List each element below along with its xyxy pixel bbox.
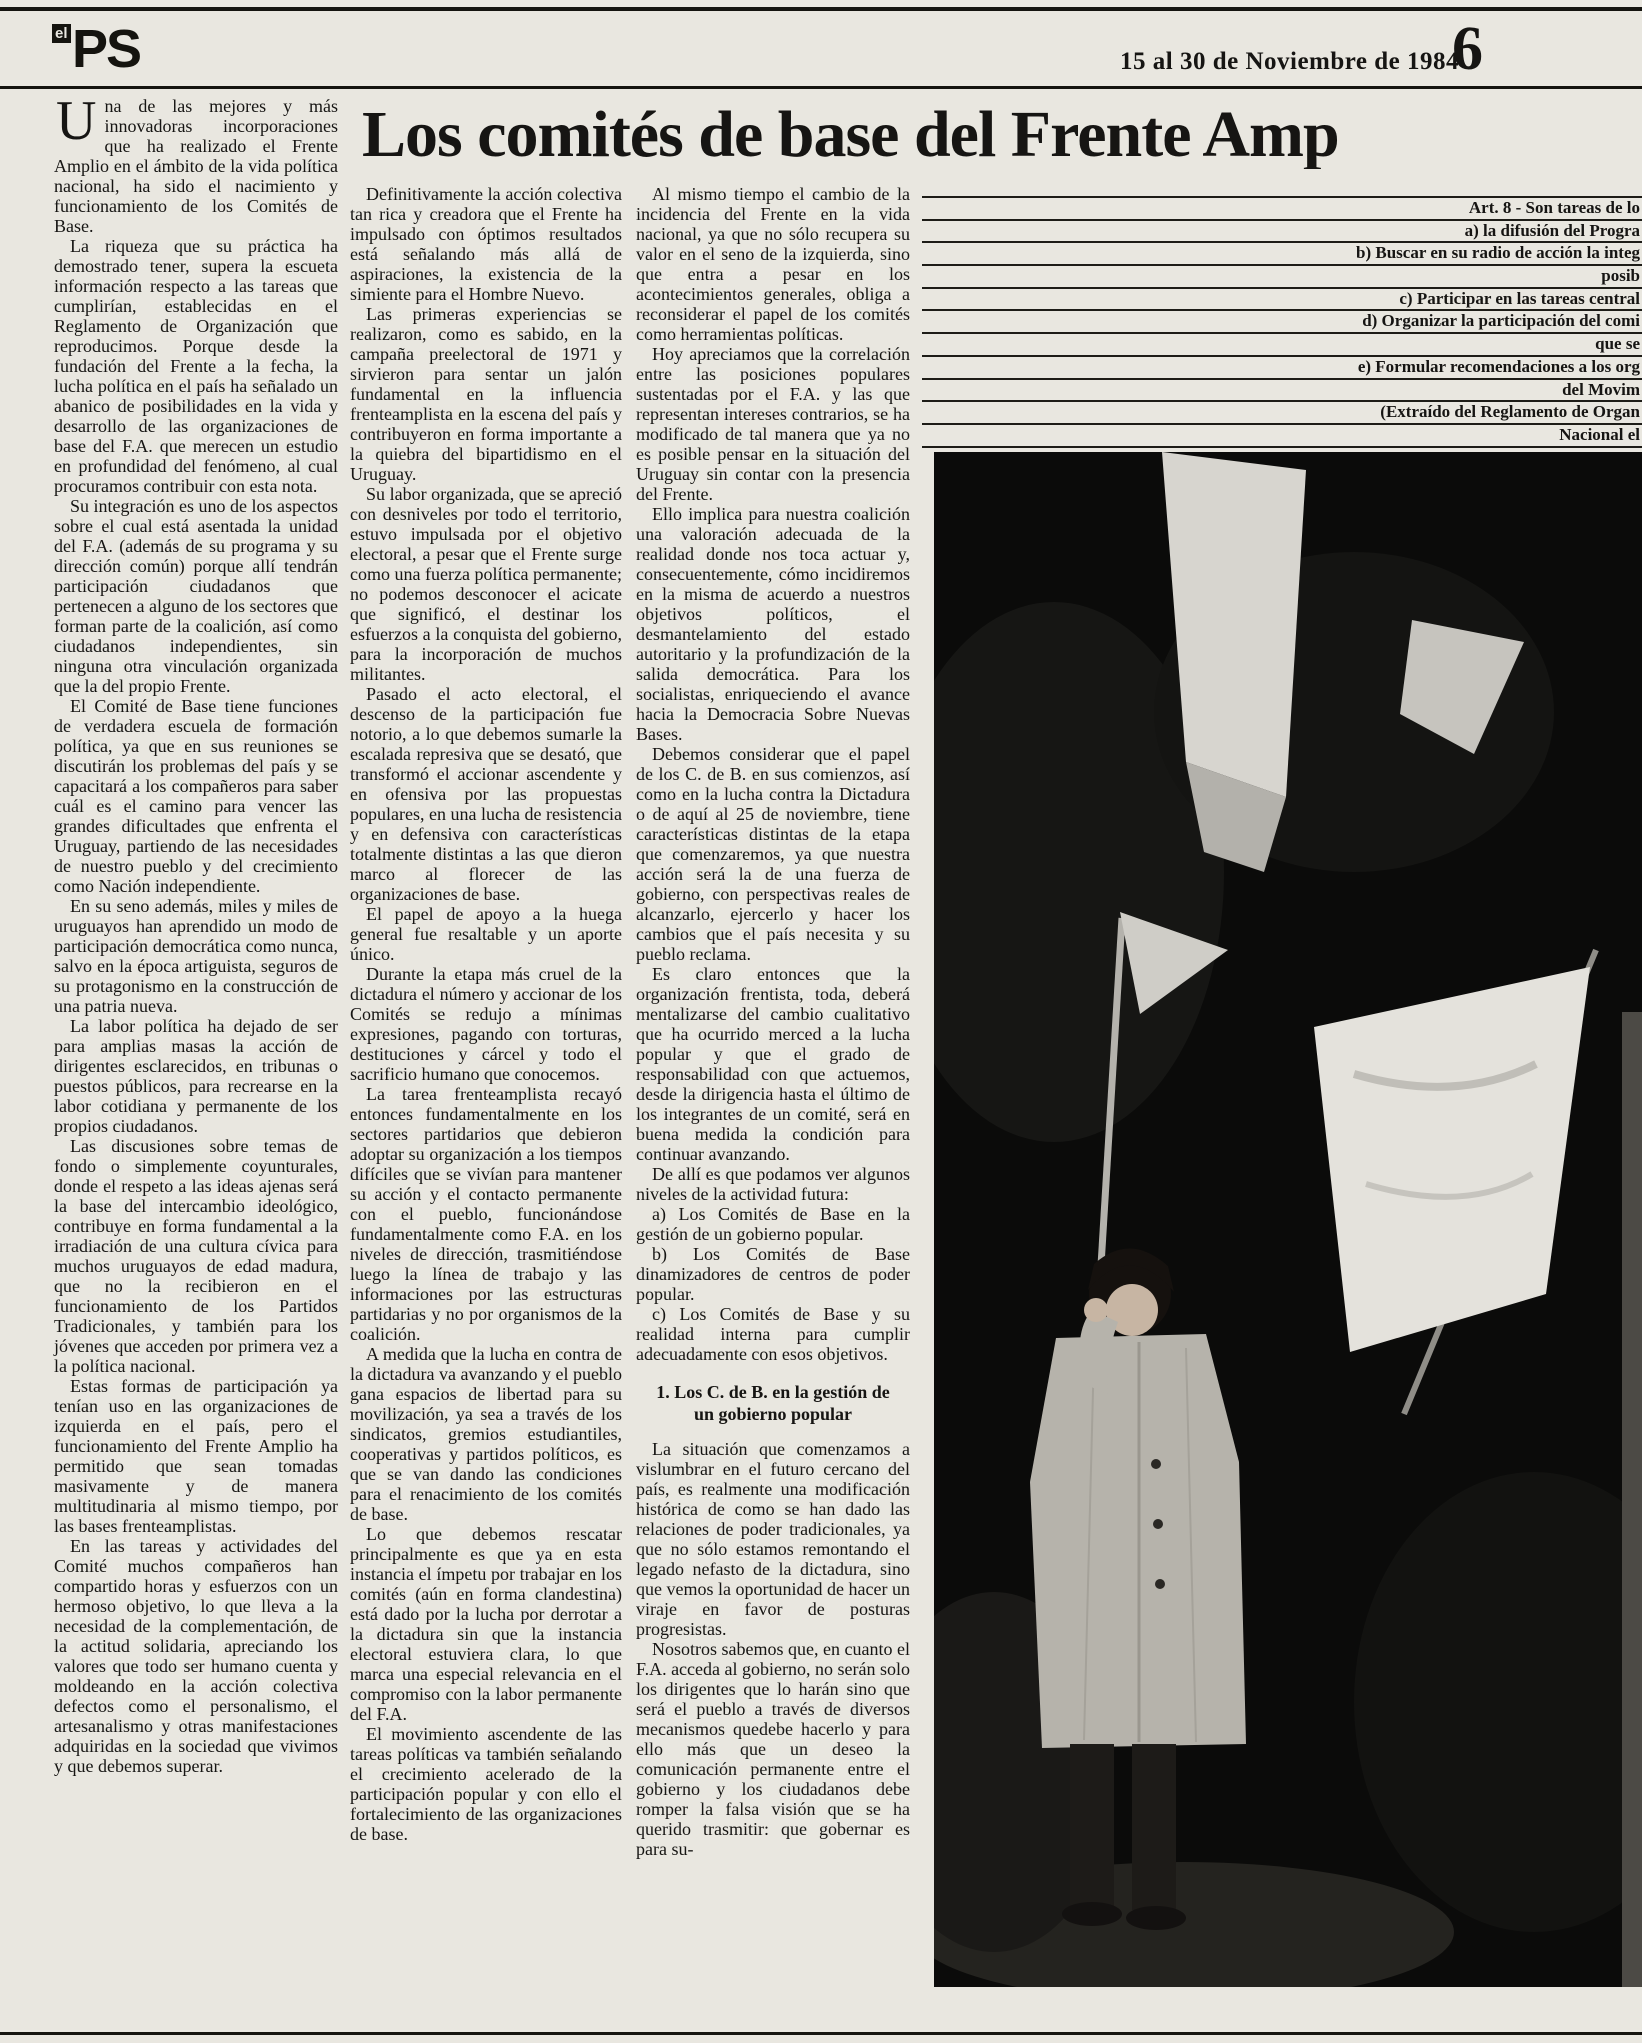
paragraph: a) Los Comités de Base en la gestión de un gobierno popular.: [636, 1204, 910, 1244]
lead-paragraph: [54, 90, 338, 236]
logo-ps-text: PS: [72, 19, 141, 79]
paragraph: La tarea frenteamplista recayó entonces fundamentalmente en los sectores partidarios que debieron adoptar su organización a los tiempos difíciles que se vivían para mantener su acción y el contacto permanente con el pueblo, funcionándose fundamentalmente como F.A. en los niveles de dirección, trasmitiéndose luego la línea de trabajo y las informaciones por las estructuras partidarias y no por organismos de la coalición.: [350, 1084, 622, 1344]
top-rule: [0, 7, 1642, 11]
news-photo: [934, 452, 1642, 1987]
paragraph: Estas formas de participación ya tenían uso en las organizaciones de izquierda en el país, pero el funcionamiento del Frente Amplio ha permitido que sean tomadas masivamente y de manera multitudinaria al mismo tiempo, por las bases frenteamplistas.: [54, 1376, 338, 1536]
reglamento-line: que se: [922, 332, 1642, 355]
paragraph: Al mismo tiempo el cambio de la incidencia del Frente en la vida nacional, ya que no sólo recupera su valor en el seno de la izquierda, sino que entra a pesar en los acontecimientos generales, obliga a reconsiderar el papel de los comités como herramientas políticas.: [636, 184, 910, 344]
reglamento-line: e) Formular recomendaciones a los org: [922, 355, 1642, 378]
masthead-rule: [0, 86, 1642, 89]
article-column-1: [54, 90, 338, 1986]
paragraph: c) Los Comités de Base y su realidad interna para cumplir adecuadamente con esos objetivos.: [636, 1304, 910, 1364]
paragraph: En su seno además, miles y miles de uruguayos han aprendido un modo de participación democrática como nunca, salvo en la época artiguista, seguros de su protagonismo en la construcción de una patria nueva.: [54, 896, 338, 1016]
reglamento-line: b) Buscar en su radio de acción la integ: [922, 241, 1642, 264]
paragraph: Nosotros sabemos que, en cuanto el F.A. acceda al gobierno, no serán solo los dirigentes que lo harán sino que será el pueblo a través de diversos mecanismos quedebe hacerlo y para ello más que un deseo la comunicación permanente entre el gobierno y los ciudadanos debe romper la falsa visión que se ha querido trasmitir: que gobernar es para su-: [636, 1639, 910, 1860]
paragraph: Debemos considerar que el papel de los C. de B. en sus comienzos, así como en la lucha contra la Dictadura o de aquí al 25 de noviembre, tiene características distintas de la etapa que comenzaremos, ya que nuestra acción será la de una fuerza de gobierno, con perspectivas reales de alcanzarlo, ejercerlo y hacer los cambios que el país necesita y su pueblo reclama.: [636, 744, 910, 964]
paragraph: La situación que comenzamos a vislumbrar en el futuro cercano del país, es realmente una modificación histórica de como se han dado las relaciones de poder tradicionales, ya que no sólo estamos remontando el legado nefasto de la dictadura, sino que vemos la oportunidad de hacer un viraje en favor de posturas progresistas.: [636, 1439, 910, 1640]
paragraph: El movimiento ascendente de las tareas políticas va también señalando el crecimiento acelerado de la participación popular y con ello el fortalecimiento de las organizaciones de base.: [350, 1724, 622, 1844]
paragraph: Pasado el acto electoral, el descenso de la participación fue notorio, a lo que debemos sumarle la escalada represiva que se desató, que transformó el accionar ascendente y en ofensiva por las propuestas populares, en una lucha de resistencia y en defensiva con características totalmente distintas a las que dieron marco al florecer de las organizaciones de base.: [350, 684, 622, 904]
reglamento-line: Nacional el: [922, 423, 1642, 448]
reglamento-line: Art. 8 - Son tareas de lo: [922, 196, 1642, 219]
paragraph: La riqueza que su práctica ha demostrado tener, supera la escueta información respecto a las tareas que cumplirían, establecidas en el Reglamento de Organización que reproducimos. Porque desde la fundación del Frente a la fecha, la lucha política en el país ha señalado un abanico de posibilidades en la vida y desarrollo de las organizaciones de base del F.A. que merecen un estudio en profundidad del fenómeno, al cual procuramos contribuir con esta nota.: [54, 236, 338, 496]
reglamento-line: posib: [922, 264, 1642, 287]
paragraph: Las discusiones sobre temas de fondo o simplemente coyunturales, donde el respeto a las ideas ajenas será la base del intercambio ideológico, contribuye en forma fundamental a la irradiación de una cultura cívica para muchos uruguayos de edad madura, que no la recibieron en el funcionamiento de los Partidos Tradicionales, y también para los jóvenes que acceden por primera vez a la política nacional.: [54, 1136, 338, 1376]
reglamento-line: (Extraído del Reglamento de Organ: [922, 400, 1642, 423]
reglamento-excerpt: [922, 196, 1642, 448]
issue-date: 15 al 30 de Noviembre de 1984: [1120, 48, 1460, 75]
paragraph: Las primeras experiencias se realizaron, como es sabido, en la campaña preelectoral de 1971 y sirvieron para sentar un jalón fundamental en la influencia frenteamplista en la escena del país y contribuyeron en forma importante a la quiebra del bipartidismo en el Uruguay.: [350, 304, 622, 484]
paragraph: Es claro entonces que la organización frentista, toda, deberá mentalizarse del cambio cualitativo que ha ocurrido merced a la lucha popular y que el grado de responsabilidad con que actuemos, desde la dirigencia hasta el último de los integrantes de un comité, será en buena medida la condición para continuar avanzando.: [636, 964, 910, 1164]
drop-cap: U: [56, 90, 97, 152]
paragraph: El papel de apoyo a la huega general fue resaltable y un aporte único.: [350, 904, 622, 964]
paragraph: Durante la etapa más cruel de la dictadura el número y accionar de los Comités se redujo a mínimas expresiones, pagando con torturas, destituciones y cárcel y todo el sacrificio humano que conocemos.: [350, 964, 622, 1084]
paragraph: Hoy apreciamos que la correlación entre las posiciones populares sustentadas por el F.A. y las que representan intereses contrarios, se ha modificado de tal manera que ya no es posible pensar en la situación del Uruguay sin contar con la presencia del Frente.: [636, 344, 910, 504]
paragraph: Definitivamente la acción colectiva tan rica y creadora que el Frente ha impulsado con óptimos resultados está señalando más allá de aspiraciones, la existencia de la simiente para el Hombre Nuevo.: [350, 184, 622, 304]
column-1-paragraphs: [54, 236, 338, 1776]
paragraph: Lo que debemos rescatar principalmente es que ya en esta instancia el ímpetu por trabajar en los comités (aún en forma clandestina) está dado por la lucha por derrotar a la dictadura sin que la instancia electoral estuviera clara, lo que marca una especial relevancia en el compromiso con la labor permanente del F.A.: [350, 1524, 622, 1724]
bottom-rule: [0, 2032, 1642, 2035]
reglamento-line: del Movim: [922, 378, 1642, 401]
article-column-2: [350, 184, 622, 1984]
column-2-paragraphs: [350, 184, 622, 1844]
article-column-3: [636, 184, 910, 1984]
article-headline: Los comités de base del Frente Amp: [362, 100, 1339, 170]
reglamento-line: a) la difusión del Progra: [922, 219, 1642, 242]
paragraph: De allí es que podamos ver algunos niveles de la actividad futura:: [636, 1164, 910, 1204]
photo-edge-strip: [1622, 1012, 1642, 1987]
page-number: 6: [1452, 15, 1483, 83]
lead-paragraph-text: na de las mejores y más innovadoras incorporaciones que ha realizado el Frente Amplio en el ámbito de la vida política nacional, ha sido el nacimiento y funcionamiento de los Comités de Base.: [54, 96, 338, 236]
paragraph: El Comité de Base tiene funciones de verdadera escuela de formación política, ya que en sus reuniones se discutirán los problemas del país y se capacitará a los compañeros para saber cuál es el camino para vencer las grandes dificultades que enfrenta el Uruguay, partiendo de las necesidades de nuestro pueblo y del crecimiento como Nación independiente.: [54, 696, 338, 896]
paragraph: Su integración es uno de los aspectos sobre el cual está asentada la unidad del F.A. (además de su programa y su dirección común) porque allí tendrán participación ciudadanos que pertenecen a alguno de los sectores que forman parte de la coalición, así como ciudadanos independientes, sin ninguna otra vinculación organizada que la del propio Frente.: [54, 496, 338, 696]
night-march-illustration: [934, 452, 1642, 1987]
paragraph: La labor política ha dejado de ser para amplias masas la acción de dirigentes esclarecidos, en tribunas o puestos públicos, para recrearse en la labor cotidiana y permanente de los propios ciudadanos.: [54, 1016, 338, 1136]
column-3-paragraphs-b: [636, 1439, 910, 1859]
masthead-logo: [52, 19, 141, 79]
paragraph: Ello implica para nuestra coalición una valoración adecuada de la realidad donde nos toca actuar y, consecuentemente, cómo incidiremos en la misma de acuerdo a nuestros objetivos políticos, el desmantelamiento del estado autoritario y la profundización de la salida democrática. Para los socialistas, enriqueciendo el avance hacia la Democracia Sobre Nuevas Bases.: [636, 504, 910, 744]
reglamento-line: d) Organizar la participación del comi: [922, 309, 1642, 332]
paragraph: En las tareas y actividades del Comité muchos compañeros han compartido horas y esfuerzos con un hermoso objetivo, lo que lleva a la necesidad de la complementación, de la actitud solidaria, apreciando los valores que todo ser humano cuenta y moldeando en la acción colectiva defectos como el personalismo, el artesanalismo y otras manifestaciones adquiridas en la sociedad que vivimos y que debemos superar.: [54, 1536, 338, 1776]
paragraph: Su labor organizada, que se apreció con desniveles por todo el territorio, estuvo impulsada por el objetivo electoral, a pesar que el Frente surge como una fuerza política permanente; no podemos desconocer el acicate que significó, el destinar los esfuerzos a la conquista del gobierno, para la incorporación de muchos militantes.: [350, 484, 622, 684]
paragraph: b) Los Comités de Base dinamizadores de centros de poder popular.: [636, 1244, 910, 1304]
paragraph: A medida que la lucha en contra de la dictadura va avanzando y el pueblo gana espacios de libertad para su movilización, ya sea a través de los sindicatos, gremios estudiantiles, cooperativas y partidos políticos, es que se van dando las condiciones para el renacimiento de los comités de base.: [350, 1344, 622, 1524]
reglamento-line: c) Participar en las tareas central: [922, 287, 1642, 310]
section-subhead: 1. Los C. de B. en la gestión de un gobierno popular: [656, 1382, 890, 1424]
column-3-paragraphs-a: [636, 184, 910, 1364]
logo-el-text: el: [52, 24, 71, 43]
